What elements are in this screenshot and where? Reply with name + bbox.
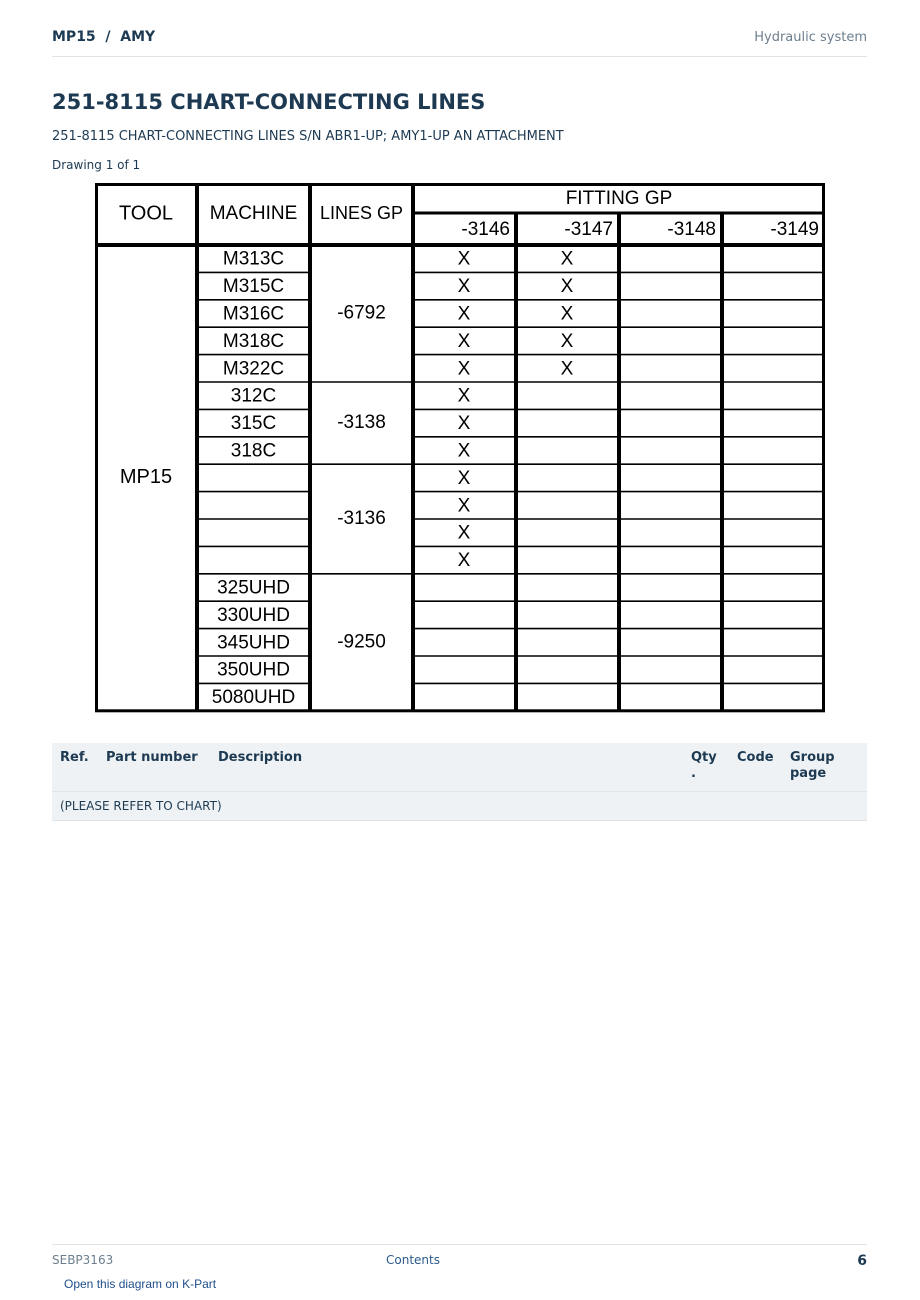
page-header <box>52 28 867 57</box>
header-fitting-gp: FITTING GP <box>565 188 673 210</box>
drawing-label: Drawing 1 of 1 <box>52 158 141 172</box>
machine-label: M315C <box>222 276 285 298</box>
machine-label: 350UHD <box>217 659 290 681</box>
machine-label: 345UHD <box>217 632 290 654</box>
machine-label: 5080UHD <box>211 687 296 709</box>
fit-mark: X <box>457 440 471 462</box>
fit-mark: X <box>560 358 574 380</box>
fit-mark: X <box>457 467 471 489</box>
section-name: Hydraulic system <box>754 30 867 45</box>
col-code: Code <box>737 750 774 765</box>
page-subtitle: 251-8115 CHART-CONNECTING LINES S/N ABR1-UP; AMY1-UP AN ATTACHMENT <box>52 129 564 144</box>
chart-drawing <box>95 183 825 714</box>
col-qty: Qty . <box>691 750 717 781</box>
machine-label: 330UHD <box>217 604 290 626</box>
lines-gp-label: -6792 <box>337 302 386 324</box>
page-number: 6 <box>857 1253 867 1269</box>
fit-mark: X <box>560 248 574 270</box>
header-lines-gp: LINES GP <box>319 202 404 223</box>
kpart-link[interactable]: Open this diagram on K-Part <box>64 1277 217 1291</box>
fit-mark: X <box>560 276 574 298</box>
fitting-col-label: -3146 <box>461 219 510 241</box>
col-description: Description <box>218 750 303 765</box>
fit-mark: X <box>457 385 471 407</box>
fitting-col-label: -3147 <box>564 219 613 241</box>
footer-divider <box>52 1244 867 1245</box>
fit-mark: X <box>457 330 471 352</box>
fit-mark: X <box>457 276 471 298</box>
document-id: SEBP3163 <box>52 1253 114 1267</box>
col-group-page: Group page <box>790 750 835 781</box>
lines-gp-label: -3136 <box>337 508 386 530</box>
fit-mark: X <box>457 358 471 380</box>
col-ref: Ref. <box>60 750 89 765</box>
lines-gp-label: -3138 <box>337 412 386 434</box>
machine-label: 318C <box>230 440 277 462</box>
parts-table-header <box>52 743 867 792</box>
header-machine: MACHINE <box>209 203 298 225</box>
fit-mark: X <box>457 550 471 572</box>
machine-label: M316C <box>222 303 285 325</box>
machine-label: 325UHD <box>217 577 290 599</box>
table-row <box>52 792 867 821</box>
machine-label: M318C <box>222 330 285 352</box>
machine-label: 312C <box>230 385 277 407</box>
row-note: (PLEASE REFER TO CHART) <box>60 799 222 813</box>
fitting-col-label: -3149 <box>770 219 819 241</box>
fit-mark: X <box>457 303 471 325</box>
machine-label: M313C <box>222 248 285 270</box>
fit-mark: X <box>457 248 471 270</box>
lines-gp-label: -9250 <box>337 631 386 653</box>
contents-link[interactable]: Contents <box>386 1253 440 1267</box>
fitting-col-label: -3148 <box>667 219 716 241</box>
parts-table <box>52 743 867 821</box>
breadcrumb: MP15 / AMY <box>52 29 156 45</box>
connecting-lines-chart <box>95 183 825 714</box>
col-part-number: Part number <box>106 750 198 765</box>
fit-mark: X <box>457 413 471 435</box>
fit-mark: X <box>457 495 471 517</box>
fit-mark: X <box>560 303 574 325</box>
fit-mark: X <box>457 522 471 544</box>
tool-label: MP15 <box>119 466 173 489</box>
machine-label: 315C <box>230 413 277 435</box>
header-tool: TOOL <box>118 202 174 225</box>
fit-mark: X <box>560 330 574 352</box>
page-title: 251-8115 CHART-CONNECTING LINES <box>52 90 486 114</box>
machine-label: M322C <box>222 358 285 380</box>
